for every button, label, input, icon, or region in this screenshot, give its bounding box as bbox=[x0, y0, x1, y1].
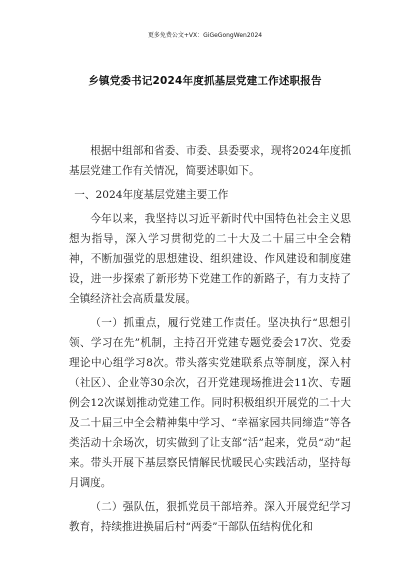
body-paragraph: 今年以来，我坚持以习近平新时代中国特色社会主义思想为指导，深入学习贯彻党的二十大及二十届三中全会精神，不断加强党的思想建设、组织建设、作风建设和制度建设，进一步探索了新形势下党建工作的新路子，有力支持了全镇经济社会高质量发展。 bbox=[69, 213, 351, 305]
section-heading: 一、2024年度基层党建主要工作 bbox=[74, 189, 229, 201]
intro-paragraph: 根据中组部和省委、市委、县委要求，现将2024年度抓基层党建工作有关情况，简要述职如下。 bbox=[69, 145, 351, 177]
document-body bbox=[69, 141, 351, 537]
document-title: 乡镇党委书记2024年度抓基层党建工作述职报告 bbox=[88, 75, 322, 87]
header-note: 更多免费公文+VX：GiGeGongWen2024 bbox=[147, 32, 263, 39]
body-paragraph: （二）强队伍，狠抓党员干部培养。深入开展党纪学习教育，持续推进换届后村“两委”干部队伍结构优化和 bbox=[69, 501, 351, 533]
body-paragraph: （一）抓重点，履行党建工作责任。坚决执行“思想引领、学习在先”机制，主持召开党建专题党委会17次、党委理论中心组学习8次。带头落实党建联系点等制度，深入村（社区）、企业等30余次，召开党建现场推进会11次、专题例会12次谋划推动党建工作。同时积极组织开展党的二十大及二十届三中全会精神集中学习、“幸福家园共同缔造”等各类活动十余场次，切实做到了让支部“活”起来，党员“动”起来。带头开展下基层察民情解民忧暖民心实践活动，坚持每月调度。 bbox=[69, 317, 351, 489]
